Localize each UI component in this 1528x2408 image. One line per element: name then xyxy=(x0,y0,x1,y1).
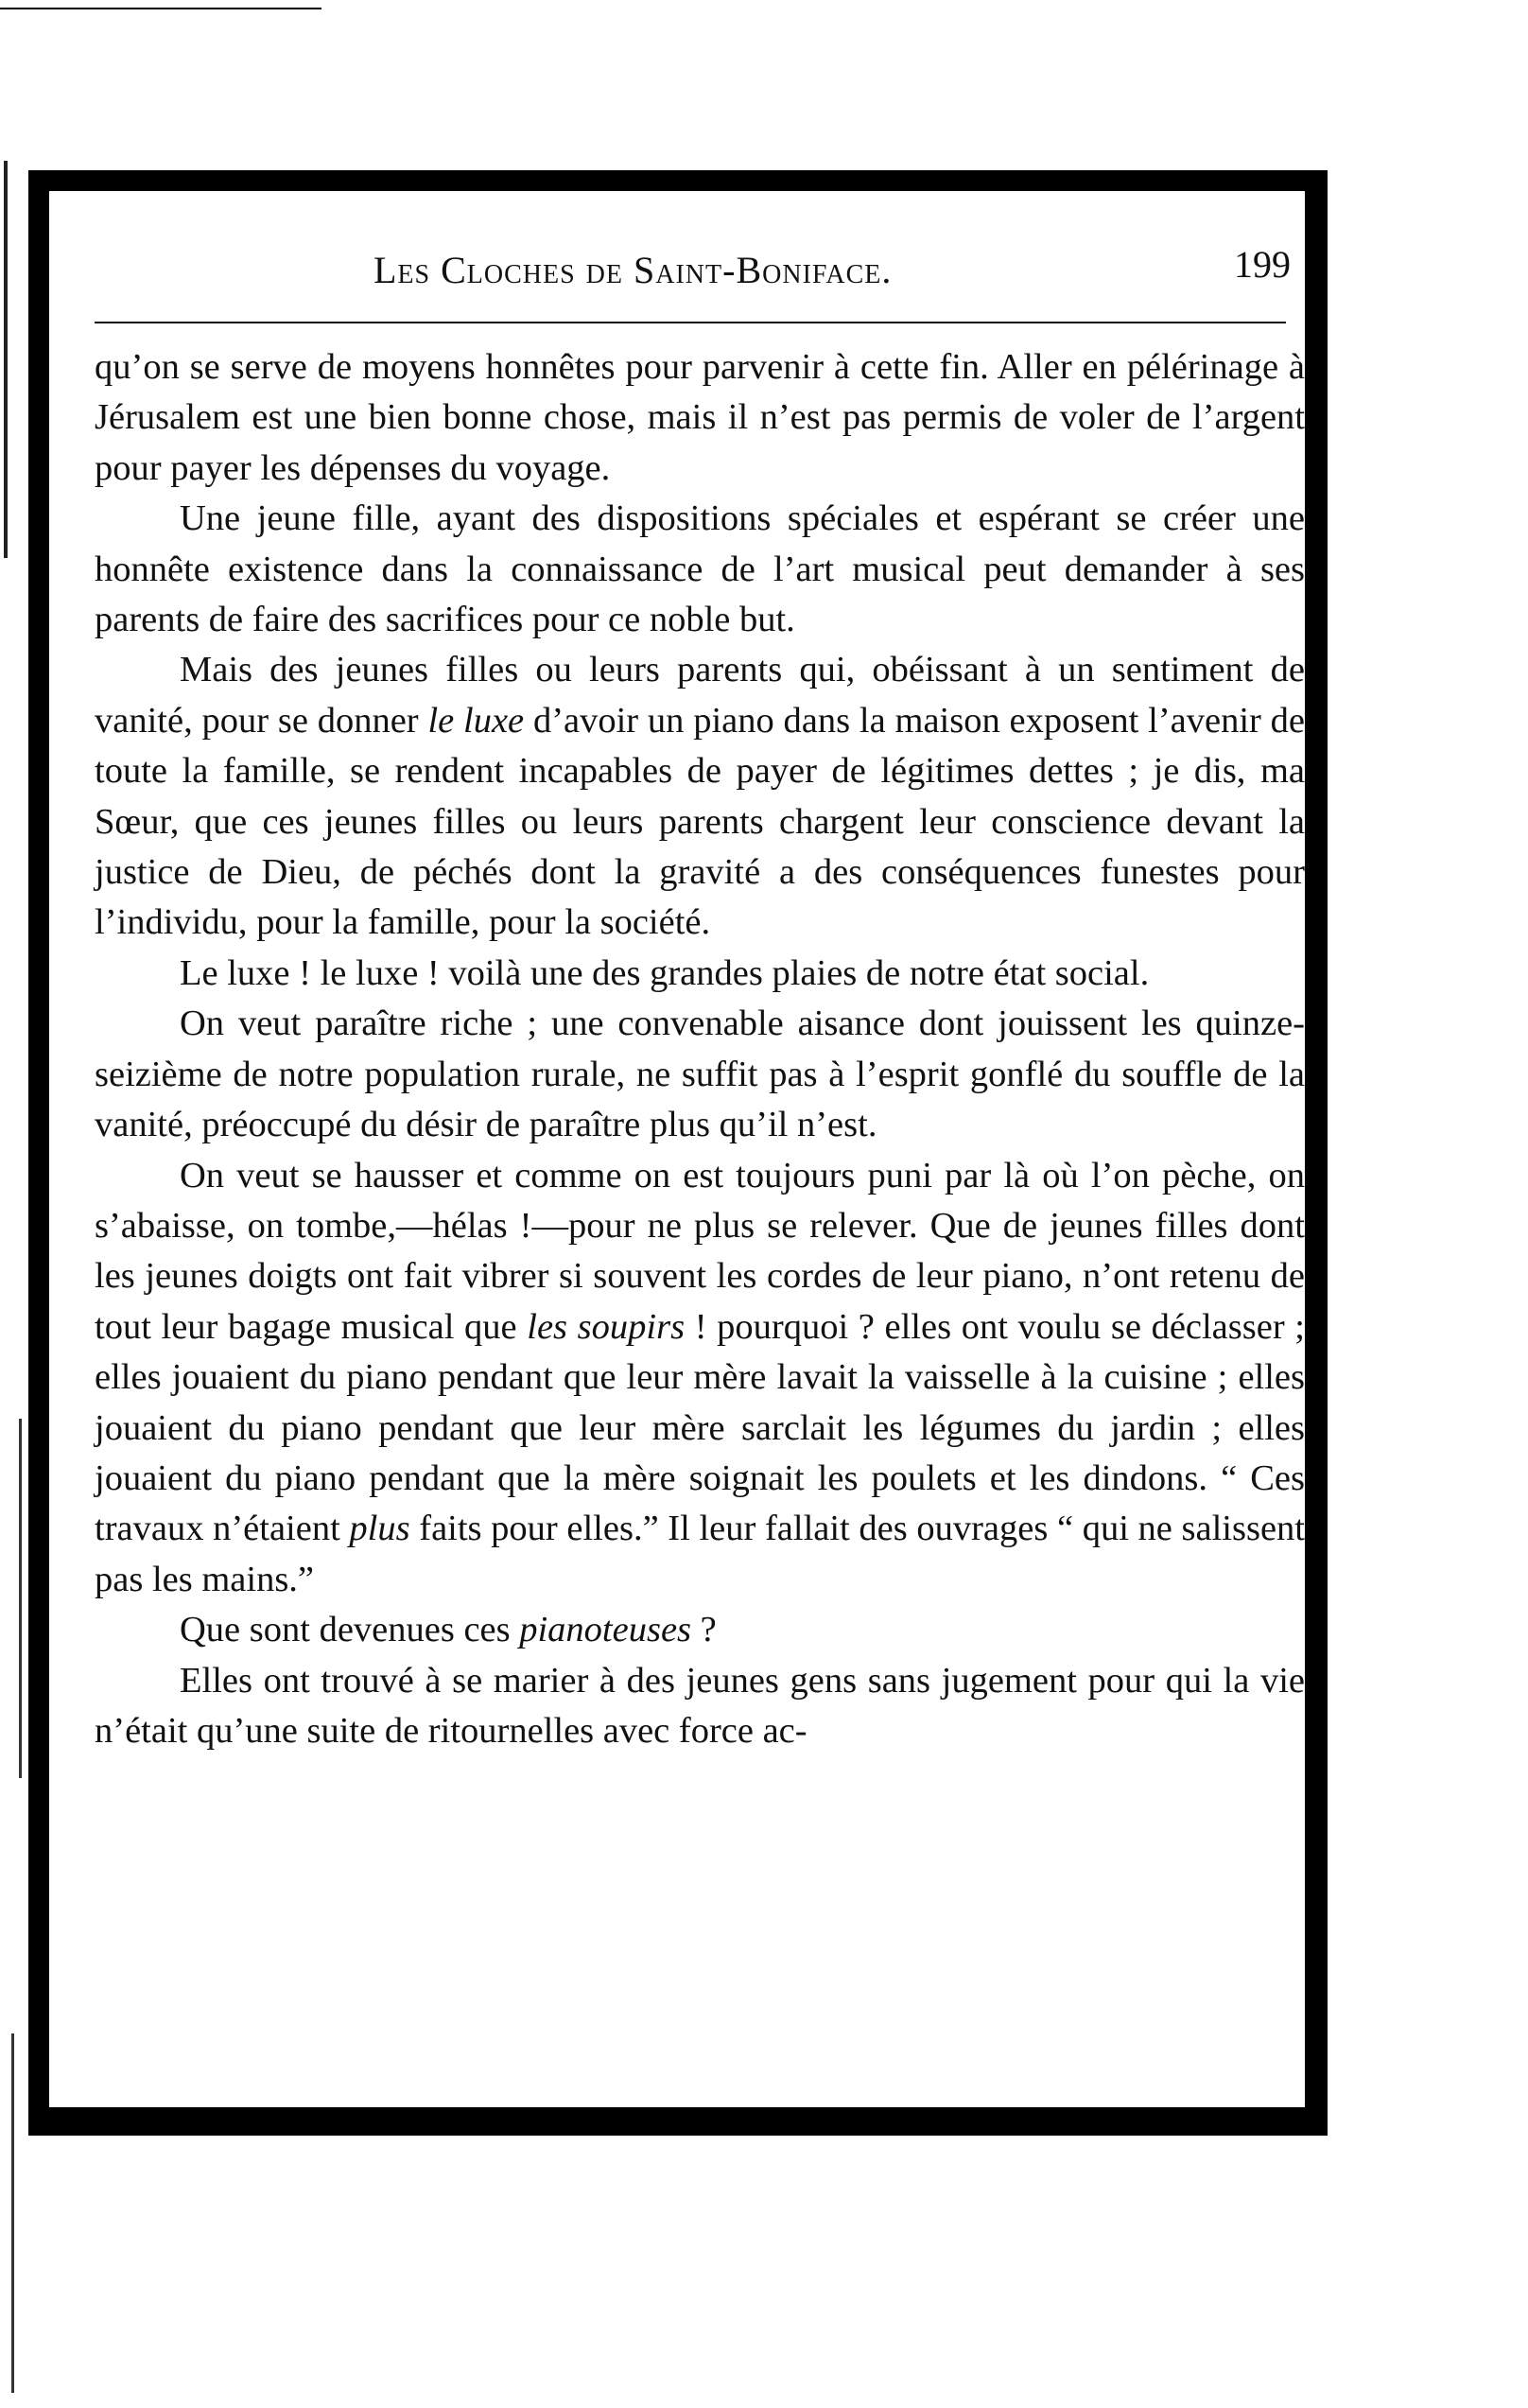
text-run: ? xyxy=(691,1610,717,1650)
header-rule xyxy=(95,322,1286,323)
text-run: On veut se hausser et comme on est toujours puni par là où l’on pèche, on s’abaisse, on tombe,—hélas !—pour ne plus se relever. Que de jeunes filles dont les jeunes doigts ont fait vibrer si souvent les cordes de leur piano, n’ont retenu de tout leur bagage musical que xyxy=(95,1155,1305,1347)
italic-text: plus xyxy=(349,1509,410,1549)
paragraph xyxy=(95,999,1305,1150)
text-run: Elles ont trouvé à se marier à des jeunes gens sans jugement pour qui la vie n’était qu’une suite de ritournelles avec force ac- xyxy=(95,1660,1305,1751)
italic-text: pianoteuses xyxy=(519,1610,692,1650)
text-run: qu’on se serve de moyens honnêtes pour parvenir à cette fin. Aller en pélérinage à Jérusalem est une bien bonne chose, mais il n’est pas permis de voler de l’argent pour payer les dépenses du voyage. xyxy=(95,347,1305,488)
italic-text: le luxe xyxy=(427,700,525,741)
paragraph xyxy=(95,949,1305,999)
page-number: 199 xyxy=(1234,243,1291,286)
running-head xyxy=(90,243,1291,305)
paragraph xyxy=(95,342,1305,494)
text-run: Mais des jeunes filles ou leurs parents qui, obéissant à un sentiment de vanité, pour se donner xyxy=(95,650,1305,741)
scan-edge-mark xyxy=(4,161,8,558)
paragraph xyxy=(95,1656,1305,1757)
paragraph xyxy=(95,494,1305,645)
text-run: Une jeune fille, ayant des dispositions spéciales et espérant se créer une honnête existence dans la connaissance de l’art musical peut demander à ses parents de faire des sacrifices pour ce noble but. xyxy=(95,498,1305,640)
scan-edge-mark xyxy=(11,2033,14,2393)
running-title: Les Cloches de Saint-Boniface. xyxy=(373,249,893,291)
text-run: faits pour elles.” Il leur fallait des ouvrages “ qui ne salissent pas les mains.” xyxy=(95,1509,1306,1599)
text-run: On veut paraître riche ; une convenable aisance dont jouissent les quinze-seizième de notre population rurale, ne suffit pas à l’esprit gonflé du souffle de la vanité, préoccupé du désir de paraître plus qu’il n’est. xyxy=(95,1003,1305,1145)
top-rule xyxy=(0,8,321,9)
body-text xyxy=(95,342,1305,1756)
scan-edge-mark xyxy=(19,1419,22,1778)
paragraph xyxy=(95,1151,1305,1606)
text-run: d’avoir un piano dans la maison exposent l’avenir de toute la famille, se rendent incapables de payer de légitimes dettes ; je dis, ma Sœur, que ces jeunes filles ou leurs parents chargent leur conscience devant la justice de Dieu, de péchés dont la gravité a des conséquences funestes pour l’individu, pour la famille, pour la société. xyxy=(95,700,1306,943)
text-run: Que sont devenues ces xyxy=(180,1610,520,1650)
paragraph xyxy=(95,645,1305,948)
italic-text: les soupirs xyxy=(527,1306,686,1347)
paragraph xyxy=(95,1605,1305,1655)
text-run: Le luxe ! le luxe ! voilà une des grandes plaies de notre état social. xyxy=(180,952,1150,993)
text-run: ! pourquoi ? elles ont voulu se déclasser ; elles jouaient du piano pendant que leur mère lavait la vaisselle à la cuisine ; elles jouaient du piano pendant que leur mère sarclait les légumes du jardin ; elles jouaient du piano pendant que la mère soignait les poulets et les dindons. “ Ces travaux n’étaient xyxy=(95,1306,1305,1549)
